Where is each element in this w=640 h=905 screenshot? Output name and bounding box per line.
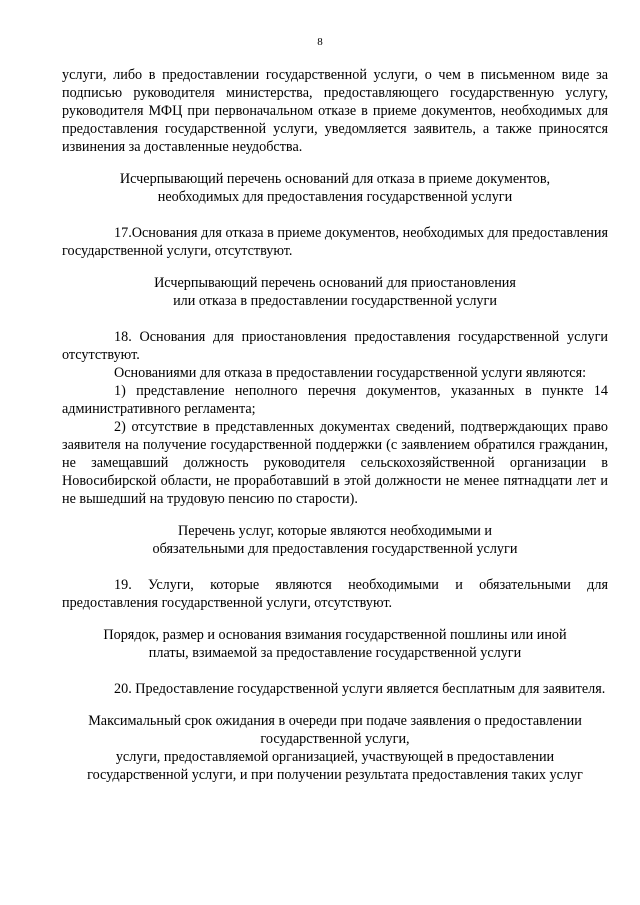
paragraph-18-refusal-grounds: Основаниями для отказа в предоставлении государственной услуги являются: [114,365,587,381]
heading-suspension-line2: или отказа в предоставлении государственной услуги [173,293,497,309]
page-content [62,66,608,784]
heading-required-services-line2: обязательными для предоставления государственной услуги [152,541,518,557]
heading-document-refusal-line1: Исчерпывающий перечень оснований для отказа в приеме документов, [119,171,551,187]
paragraph-18-item-2: 2) отсутствие в представленных документах сведений, подтверждающих право заявителя на получение государственной поддержки (с заявлением обратился гражданин, не замещавший должность руководителя сельскохозяйственной организации в Новосибирской области, не проработавший в этой должности не менее пятнадцати лет и не вышедший на трудовую пенсию по старости). [62,419,608,507]
paragraph-18: 18. Основания для приостановления предоставления государственной услуги отсутствуют. [62,329,608,363]
heading-waiting-time-line2: государственной услуги, [260,731,410,747]
paragraph-20: 20. Предоставление государственной услуги является бесплатным для заявителя. [114,681,606,697]
paragraph-17: 17.Основания для отказа в приеме документов, необходимых для предоставления государственной услуги, отсутствуют. [62,225,608,259]
heading-waiting-time-line4: государственной услуги, и при получении результата предоставления таких услуг [87,767,583,783]
page-number: 8 [317,36,323,48]
heading-waiting-time-line3: услуги, предоставляемой организацией, участвующей в предоставлении [115,749,555,765]
heading-fee-line2: платы, взимаемой за предоставление государственной услуги [148,645,522,661]
heading-waiting-time-line1: Максимальный срок ожидания в очереди при подаче заявления о предоставлении [88,713,582,729]
paragraph-19: 19. Услуги, которые являются необходимыми и обязательными для предоставления государственной услуги, отсутствуют. [62,577,608,611]
heading-required-services-line1: Перечень услуг, которые являются необходимыми и [178,523,492,539]
paragraph-intro: услуги, либо в предоставлении государственной услуги, о чем в письменном виде за подписью руководителя министерства, предоставляющего государственную услугу, руководителя МФЦ при первоначальном отказе в приеме документов, необходимых для предоставления государственной услуги, уведомляется заявитель, а также приносятся извинения за доставленные неудобства. [62,67,608,155]
heading-document-refusal-line2: необходимых для предоставления государственной услуги [157,189,513,205]
heading-fee-line1: Порядок, размер и основания взимания государственной пошлины или иной [103,627,567,643]
heading-suspension-line1: Исчерпывающий перечень оснований для приостановления [154,275,516,291]
paragraph-18-item-1: 1) представление неполного перечня документов, указанных в пункте 14 административного регламента; [62,383,608,417]
